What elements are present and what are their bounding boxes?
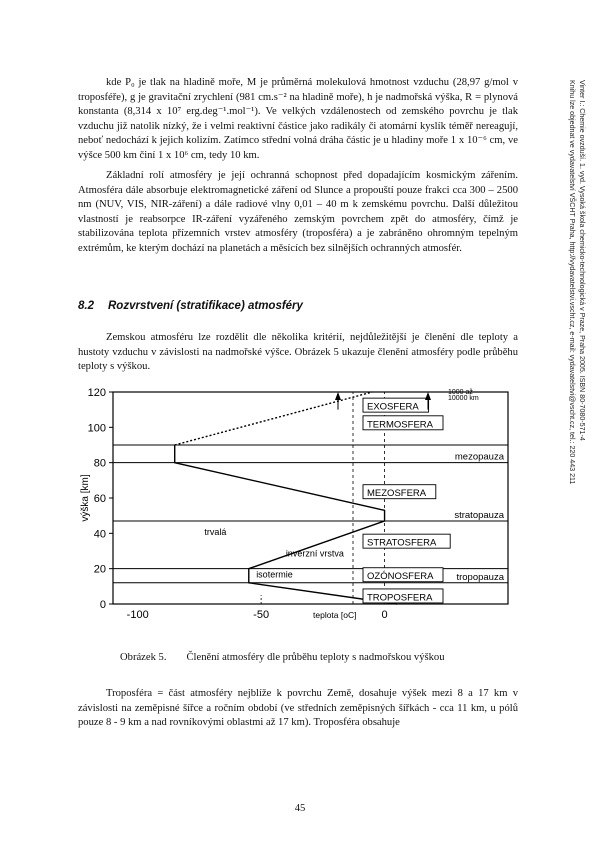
temperature-profile-upper <box>175 392 373 445</box>
paragraph-3: Zemskou atmosféru lze rozdělit dle několika kritérií, nejdůležitější je členění dle teploty a hustoty vzduchu v závislosti na nadmořské výšce. Obrázek 5 ukazuje členění atmosféry podle průběhu teploty s výškou. <box>78 332 518 373</box>
paragraph-1: kde P₀ je tlak na hladině moře, M je průměrná molekulová hmotnost vzduchu (28,97 g/mol v troposféře), g je gravitační zrychlení (981 cm.s⁻² na hladině moře), h je nadmořská výška, R = plynová konstanta (8,314 x 10⁷ erg.deg⁻¹.mol⁻¹). Ve velkých vzdálenostech od zemského povrchu je tlak vzduchu již natolik nízký, že i velmi reaktivní částice jako radikály či atomární kyslík téměř nereagují, neboť nedochází k jejich kolizím. Zatímco střední volná dráha částic je u hladiny moře 1 x 10⁻⁶ cm, ve výšce 500 km činí 1 x 10⁶ cm, tedy 10 km. <box>78 77 518 161</box>
y-axis-label: výška [km] <box>80 474 91 522</box>
exo-arrow-head <box>335 392 341 400</box>
x-tick-label: -100 <box>126 609 149 621</box>
layer-label: TERMOSFERA <box>367 419 433 431</box>
pause-label: tropopauza <box>456 571 504 583</box>
exo-note-2: 10000 km <box>448 394 479 402</box>
layer-label: MEZOSFERA <box>367 488 427 500</box>
section-number: 8.2 <box>78 300 94 312</box>
side-note <box>552 80 600 760</box>
profile-label-inverzni: inverzní vrstva <box>285 548 344 559</box>
caption-label: Obrázek 5. <box>120 652 167 663</box>
paragraph-2: Základní rolí atmosféry je její ochranná schopnost před dopadajícím kosmickým zářením. Atmosféra dále absorbuje elektromagnetické záření od Slunce a propouští pouze frakci cca 300 – 2500 nm (NUV, VIS, NIR-záření) a dále radiové vlny 0,01 – 40 m k zemskému povrchu. Další důležitou vlastností je reabsorpce IR-záření vyzářeného zemským povrchem zpět do atmosféry, čímž je stabilizována teplota přízemních vrstev atmosféry (troposféra) a je zabráněno ohromným tepelným extrémům, ke kterým dochází na planetách a měsících bez silnějších ochranných atmosfér. <box>78 170 518 254</box>
y-tick-label: 120 <box>87 387 106 399</box>
layer-label: EXOSFERA <box>367 401 419 413</box>
layer-label: OZÓNOSFERA <box>367 571 434 583</box>
figure-5 <box>78 384 518 634</box>
x-tick-label: -50 <box>253 609 270 621</box>
page-number: 45 <box>294 803 306 814</box>
plot-frame <box>113 392 508 604</box>
x-tick-label: 0 <box>381 609 388 621</box>
layer-label: STRATOSFERA <box>367 537 437 549</box>
atmosphere-chart <box>78 384 518 634</box>
y-tick-label: 80 <box>93 457 106 470</box>
section-heading <box>78 300 303 312</box>
y-tick-label: 0 <box>99 599 106 611</box>
layer-label: TROPOSFERA <box>367 592 433 604</box>
exo-note-1: 1000 až <box>448 388 473 396</box>
profile-label-trvala: trvalá <box>204 527 227 538</box>
figure-caption <box>120 652 445 663</box>
pause-label: stratopauza <box>454 509 504 521</box>
x-axis-label: teplota [oC] <box>313 610 357 620</box>
y-tick-label: 60 <box>93 493 106 505</box>
exo-arrow-head <box>425 392 431 400</box>
caption-text: Členění atmosféry dle průběhu teploty s nadmořskou výškou <box>186 652 445 663</box>
pause-label: mezopauza <box>454 451 504 463</box>
side-note-line1: Vinter I.: Chemie ovzduší. 1. vyd. Vysoká škola chemicko-technologická v Praze, Praha 2005. ISBN 80-7080-571-4 <box>578 80 586 441</box>
y-tick-label: 20 <box>93 563 106 576</box>
y-tick-label: 40 <box>93 528 106 541</box>
y-tick-label: 100 <box>87 422 106 435</box>
section-title: Rozvrstvení (stratifikace) atmosféry <box>108 300 303 312</box>
side-note-line2: Knihu lze objednat ve vydavatelství VŠCHT Praha, http://vydavatelstvi.vscht.cz, e-mail: vydavatelstvi@vscht.cz, tel.: 220 443 211 <box>568 80 577 485</box>
profile-label-isotermie: isotermie <box>256 569 293 580</box>
paragraph-4: Troposféra = část atmosféry nejblíže k povrchu Země, dosahuje výšek mezi 8 a 17 km v závislosti na zeměpisné šířce a ročním období (ve středních zeměpisných šířkách - cca 11 km, u pólů pouze 8 - 9 km a nad rovníkovými oblastmi až 17 km). Troposféra obsahuje <box>78 688 518 729</box>
